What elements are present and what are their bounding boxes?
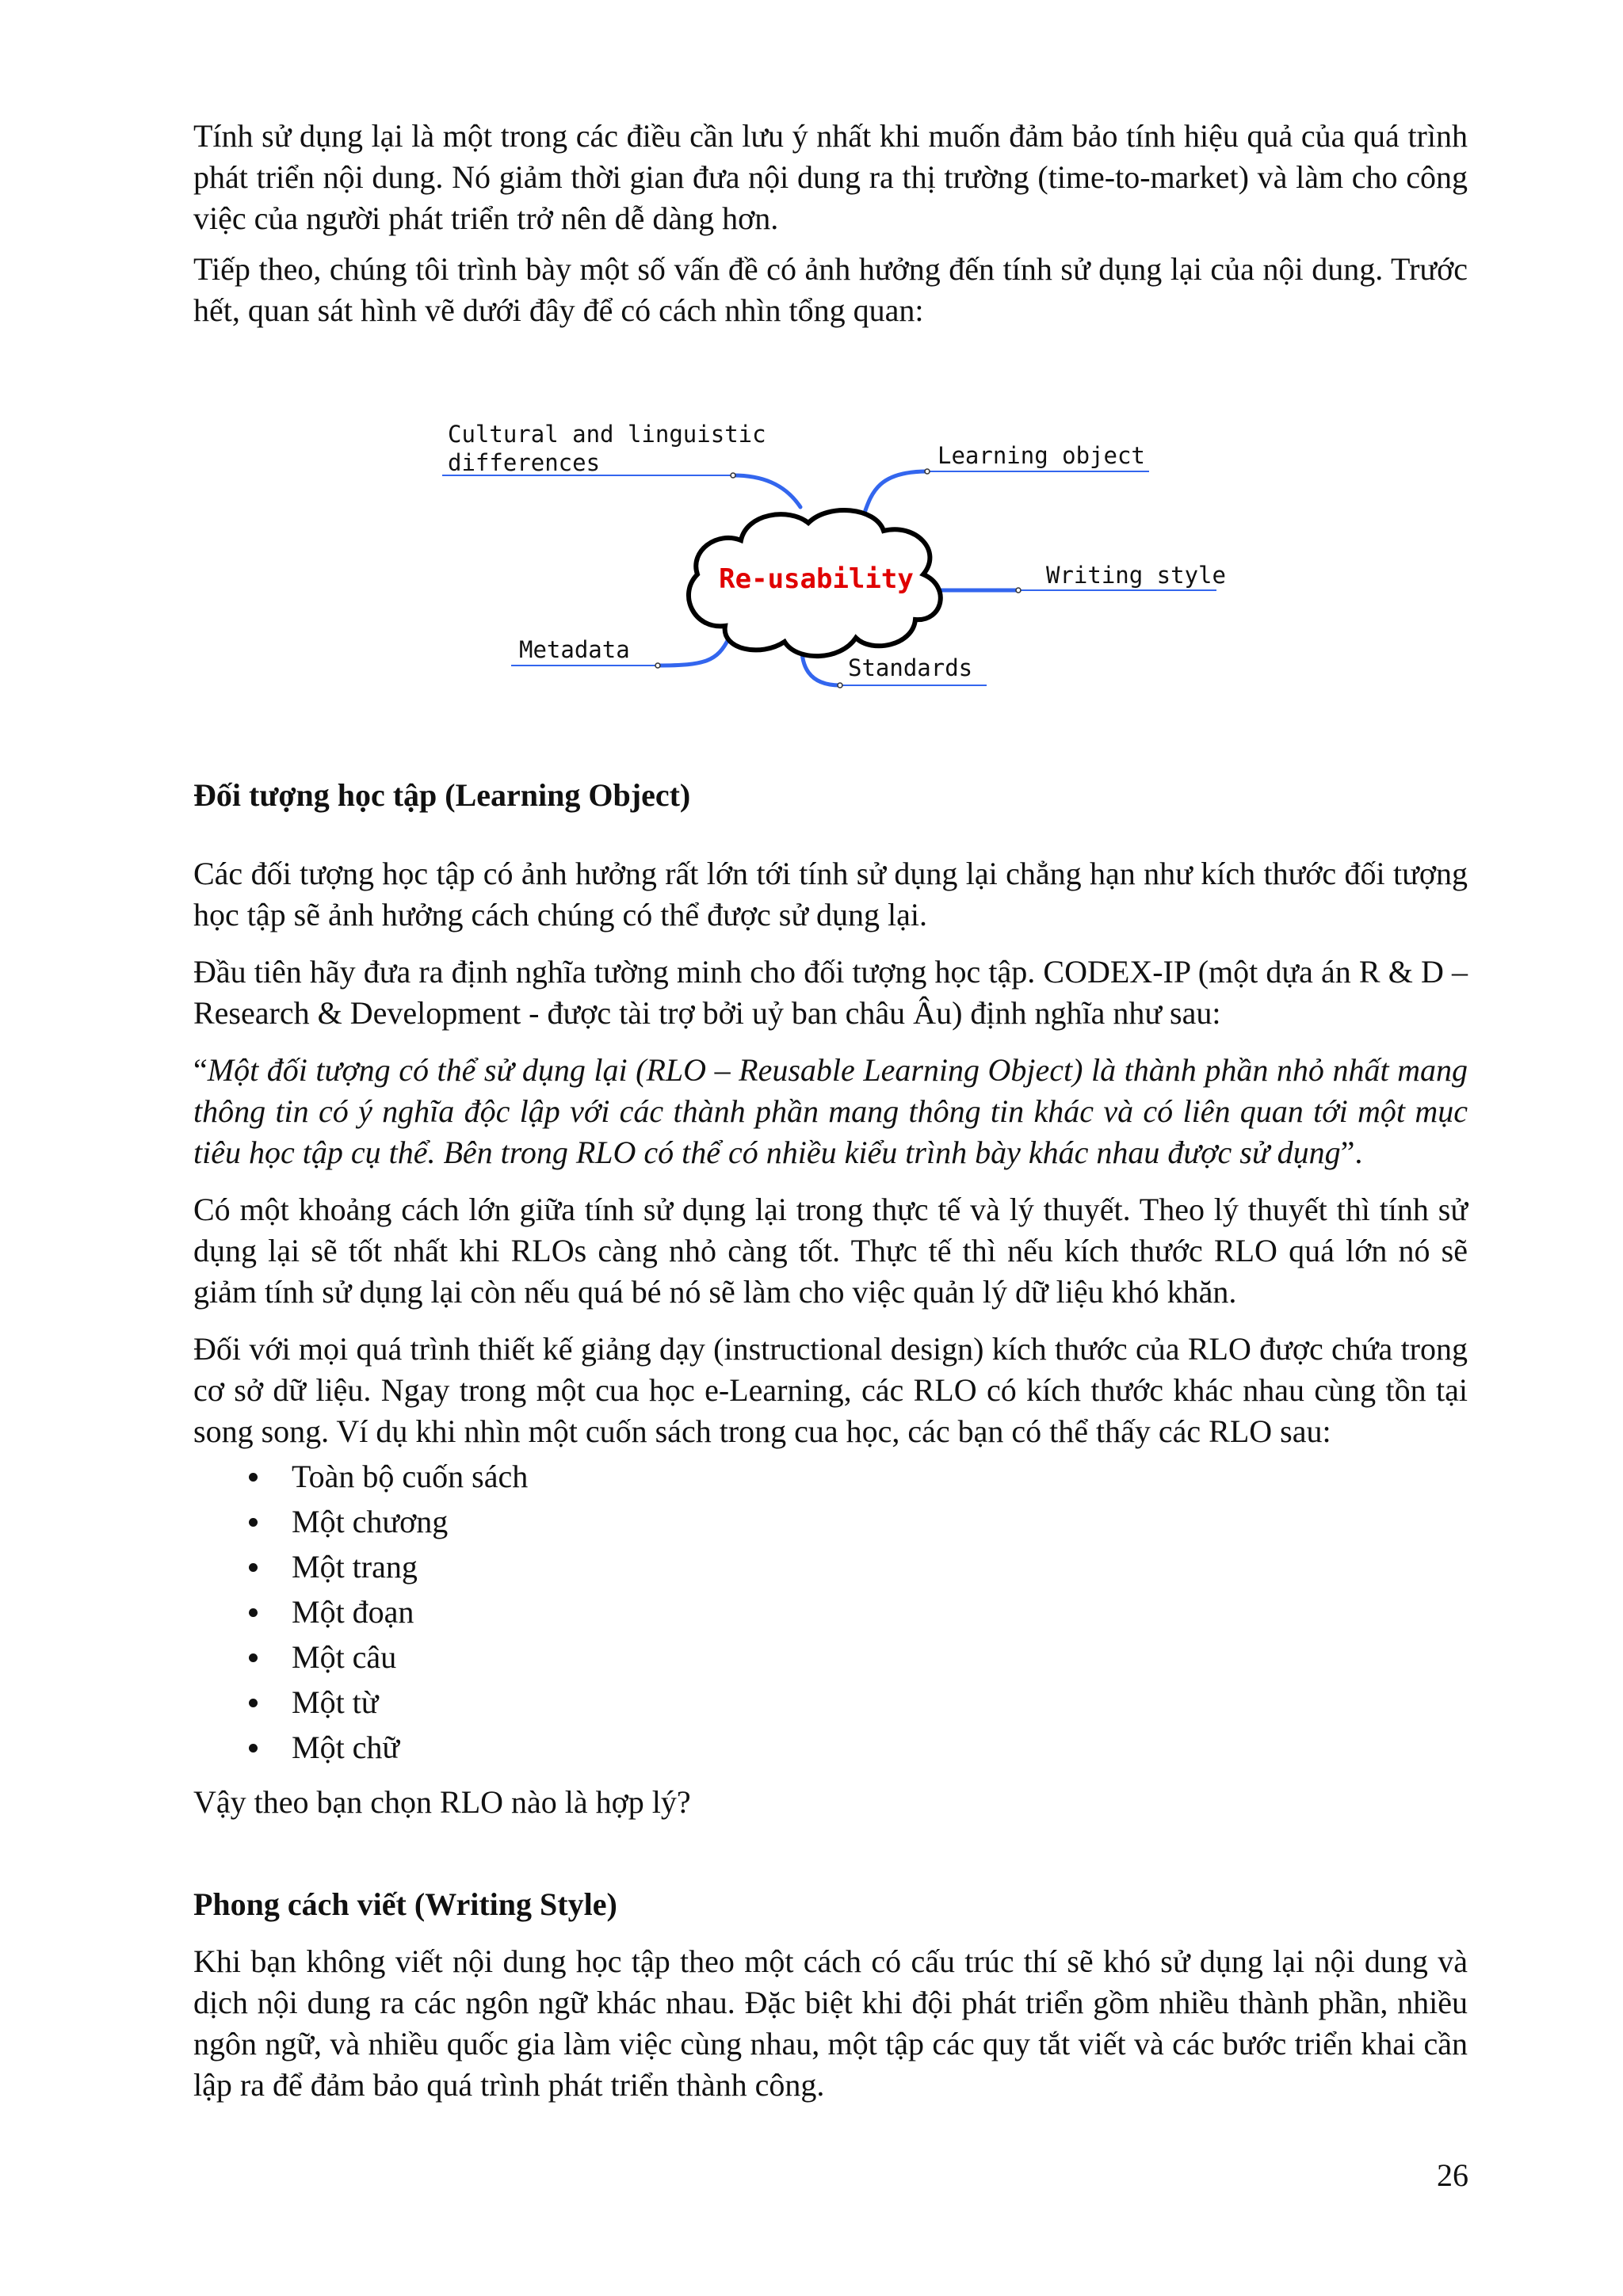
branch-metadata [658,638,729,666]
label-standards: Standards [848,654,973,681]
reusability-mindmap [428,412,1236,705]
rlo-definition-quote [193,1050,1468,1173]
writing-style-section [193,1884,1468,2106]
lo-paragraph-4: Đối với mọi quá trình thiết kế giảng dạy (instructional design) kích thước của RLO được chứa trong cơ sở dữ liệu. Ngay trong một cua học e-Learning, các RLO có kích thước khác nhau cùng tồn tại song song. Ví dụ khi nhìn một cuốn sách trong cua học, các bạn có thể thấy các RLO sau: [193,1331,1468,1449]
list-item: Một trang [193,1544,1468,1589]
intro-paragraph-2: Tiếp theo, chúng tôi trình bày một số vấn đề có ảnh hưởng đến tính sử dụng lại của nội dung. Trước hết, quan sát hình vẽ dưới đây để có cách nhìn tổng quan: [193,251,1468,328]
lo-paragraph-1: Các đối tượng học tập có ảnh hưởng rất lớn tới tính sử dụng lại chẳng hạn như kích thước đối tượng học tập sẽ ảnh hưởng cách chúng có thể được sử dụng lại. [193,856,1468,933]
ws-paragraph-1: Khi bạn không viết nội dung học tập theo một cách có cấu trúc thí sẽ khó sử dụng lại nội dung và dịch nội dung ra các ngôn ngữ khác nhau. Đặc biệt khi đội phát triển gồm nhiều thành phần, nhiều ngôn ngữ, và nhiều quốc gia làm việc cùng nhau, một tập các quy tắt viết và các bước triển khai cần lập ra để đảm bảo quá trình phát triển thành công. [193,1943,1468,2103]
branch-cultural [733,475,800,507]
bullet-icon [249,1518,258,1527]
rlo-size-list [193,1454,1468,1770]
center-label: Re-usability [719,563,914,595]
bullet-icon [249,1563,258,1572]
section-heading-writing-style: Phong cách viết (Writing Style) [193,1886,617,1922]
quote-body: Một đối tượng có thể sử dụng lại (RLO – Reusable Learning Object) là thành phần nhỏ nhất mang thông tin có ý nghĩa độc lập với các thành phần mang thông tin khác và có liên quan tới một mục tiêu học tập cụ thể. Bên trong RLO có thể có nhiều kiểu trình bày khác nhau được sử dụng [193,1052,1468,1170]
label-cultural-line2: differences [448,449,601,476]
intro-paragraph-1: Tính sử dụng lại là một trong các điều cần lưu ý nhất khi muốn đảm bảo tính hiệu quả của quá trình phát triển nội dung. Nó giảm thời gian đưa nội dung ra thị trường (time-to-market) và làm cho công việc của người phát triển trở nên dễ dàng hơn. [193,118,1468,236]
list-item: Toàn bộ cuốn sách [193,1454,1468,1499]
page-number: 26 [1437,2157,1468,2193]
label-learning-object: Learning object [938,442,1145,469]
bullet-icon [249,1653,258,1662]
quote-open-mark: “ [193,1052,208,1088]
bullet-icon [249,1744,258,1753]
learning-object-section [193,775,1468,1823]
lo-question: Vậy theo bạn chọn RLO nào là hợp lý? [193,1784,691,1820]
list-item: Một chương [193,1499,1468,1544]
list-item: Một từ [193,1680,1468,1725]
label-metadata: Metadata [519,636,630,663]
bullet-icon [249,1608,258,1617]
list-item: Một câu [193,1634,1468,1680]
section-heading-learning-object: Đối tượng học tập (Learning Object) [193,777,691,813]
label-writing-style: Writing style [1046,562,1226,589]
quote-close-mark: ”. [1340,1135,1363,1170]
bullet-icon [249,1699,258,1707]
intro-section [193,116,1468,331]
lo-paragraph-3: Có một khoảng cách lớn giữa tính sử dụng lại trong thực tế và lý thuyết. Theo lý thuyết thì tính sử dụng lại sẽ tốt nhất khi RLOs càng nhỏ càng tốt. Thực tế thì nếu kích thước RLO quá lớn nó sẽ giảm tính sử dụng lại còn nếu quá bé nó sẽ làm cho việc quản lý dữ liệu khó khăn. [193,1192,1468,1310]
list-item: Một đoạn [193,1589,1468,1634]
list-item: Một chữ [193,1725,1468,1770]
lo-paragraph-2: Đầu tiên hãy đưa ra định nghĩa tường minh cho đối tượng học tập. CODEX-IP (một dựa án R & D – Research & Development - được tài trợ bởi uỷ ban châu Âu) định nghĩa như sau: [193,954,1468,1031]
label-cultural-line1: Cultural and linguistic [448,421,766,448]
bullet-icon [249,1473,258,1482]
branch-learning-object [864,471,927,515]
